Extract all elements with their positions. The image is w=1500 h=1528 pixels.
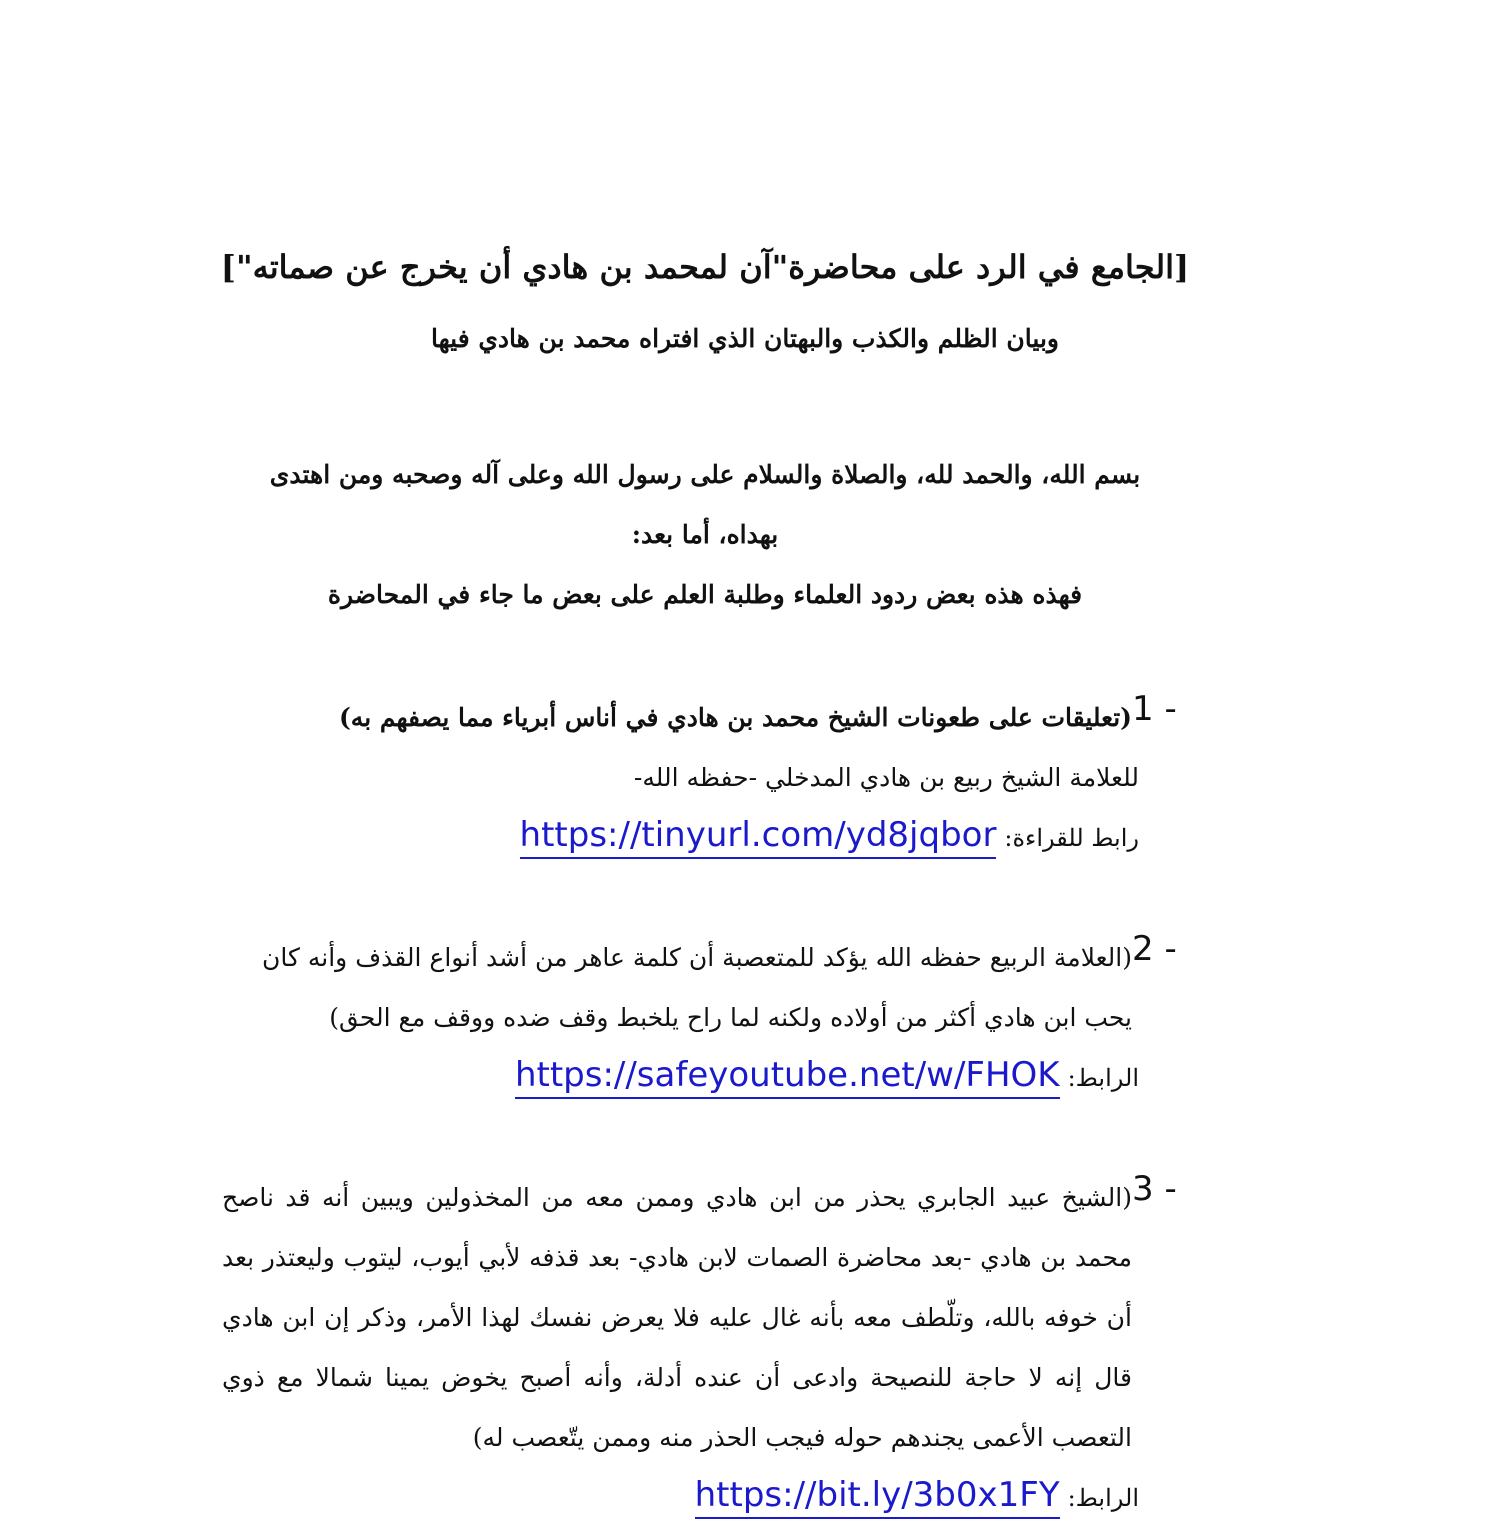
item-link-line: [222, 1468, 1139, 1528]
item-text: (تعليقات على طعونات الشيخ محمد بن هادي في أناس أبرياء مما يصفهم به): [338, 703, 1132, 732]
item-link-line: [222, 808, 1139, 868]
list-item: [222, 1168, 1187, 1528]
link-label: الرابط:: [1067, 1484, 1139, 1512]
link-label: رابط للقراءة:: [1004, 824, 1139, 852]
item-text: (العلامة الربيع حفظه الله يؤكد للمتعصبة أن كلمة عاهر من أشد أنواع القذف وأنه كان يحب ابن هادي أكثر من أولاده ولكنه لما راح يلخبط وقف ضده ووقف مع الحق): [262, 943, 1132, 1032]
intro-line-2: بهداه، أما بعد:: [631, 520, 779, 549]
link-label: الرابط:: [1067, 1064, 1139, 1092]
item-link-line: [222, 1048, 1139, 1108]
item-author: للعلامة الشيخ ربيع بن هادي المدخلي -حفظه الله-: [633, 763, 1139, 792]
item-number: 1 -: [1132, 689, 1177, 729]
list-item: [222, 688, 1187, 868]
item-number: 3 -: [1132, 1169, 1177, 1209]
item-text: (الشيخ عبيد الجابري يحذر من ابن هادي وممن معه من المخذولين ويبين أنه قد ناصح محمد بن هادي -بعد محاضرة الصمات لابن هادي- بعد قذفه لأبي أيوب، ليتوب وليعتذر بعد أن خوفه بالله، وتلّطف معه بأنه غال عليه فلا يعرض نفسك لهذا الأمر، وذكر إن ابن هادي قال إنه لا حاجة للنصيحة وادعى أن عنده أدلة، وأنه أصبح يخوض يمينا شمالا مع ذوي التعصب الأعمى يجندهم حوله فيجب الحذر منه وممن يتّعصب له): [222, 1183, 1132, 1452]
intro-line-3: فهذه هذه بعض ردود العلماء وطلبة العلم على بعض ما جاء في المحاضرة: [327, 580, 1083, 609]
document-title: [الجامع في الرد على محاضرة"آن لمحمد بن هادي أن يخرج عن صماته"]: [220, 248, 1190, 286]
item-link[interactable]: https://safeyoutube.net/w/FHOK: [515, 1053, 1060, 1099]
item-number: 2 -: [1132, 929, 1177, 969]
list-item: [222, 928, 1187, 1108]
intro-line-1: بسم الله، والحمد لله، والصلاة والسلام على رسول الله وعلى آله وصحبه ومن اهتدى: [269, 460, 1141, 489]
document-subtitle: وبيان الظلم والكذب والبهتان الذي افتراه محمد بن هادي فيها: [431, 324, 1059, 353]
item-link[interactable]: https://tinyurl.com/yd8jqbor: [520, 813, 997, 859]
item-link[interactable]: https://bit.ly/3b0x1FY: [695, 1473, 1060, 1519]
intro: [240, 445, 1170, 625]
